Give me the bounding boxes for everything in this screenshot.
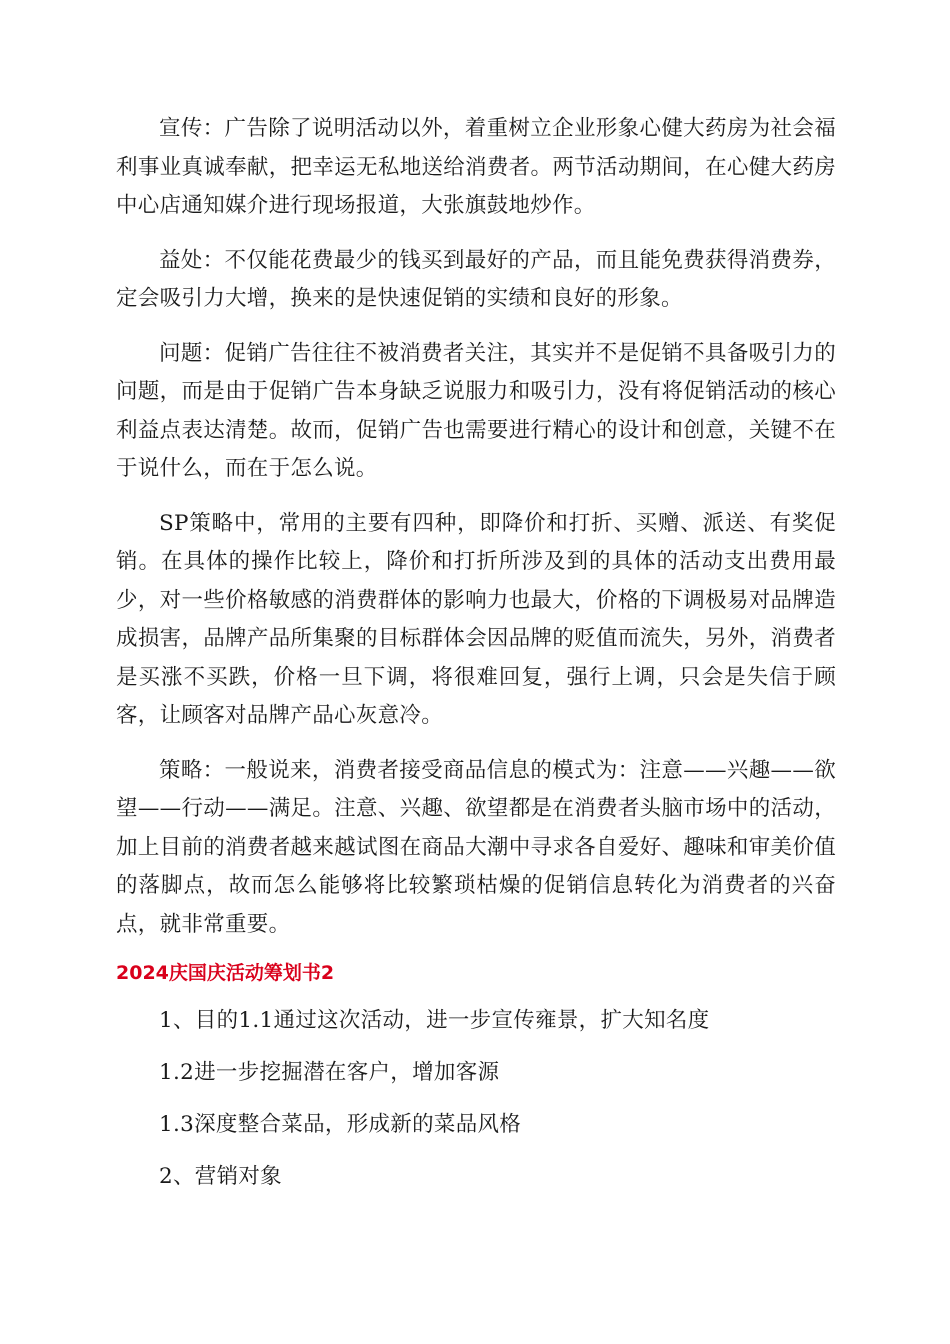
paragraph-strategy: 策略：一般说来，消费者接受商品信息的模式为：注意——兴趣——欲望——行动——满足。注意、兴趣、欲望都是在消费者头脑市场中的活动，加上目前的消费者越来越试图在商品大潮中寻求各自爱好、趣味和审美价值的落脚点，故而怎么能够将比较繁琐枯燥的促销信息转化为消费者的兴奋点，就非常重要。 — [116, 757, 836, 937]
list-item: 1.3深度整合菜品，形成新的菜品风格 — [159, 1112, 522, 1137]
section-heading: 2024庆国庆活动筹划书2 — [116, 962, 335, 984]
paragraph-sp-strategy: SP策略中，常用的主要有四种，即降价和打折、买赠、派送、有奖促销。在具体的操作比较上，降价和打折所涉及到的具体的活动支出费用最少，对一些价格敏感的消费群体的影响力也最大，价格的下调极易对品牌造成损害，品牌产品所集聚的目标群体会因品牌的贬值而流失，另外，消费者是买涨不买跌，价格一旦下调，将很难回复，强行上调，只会是失信于顾客，让顾客对品牌产品心灰意冷。 — [116, 510, 836, 728]
paragraph-publicity: 宣传：广告除了说明活动以外，着重树立企业形象心健大药房为社会福利事业真诚奉献，把幸运无私地送给消费者。两节活动期间，在心健大药房中心店通知媒介进行现场报道，大张旗鼓地炒作。 — [116, 116, 836, 218]
document-page — [116, 110, 836, 1212]
list-item: 1、目的1.1通过这次活动，进一步宣传雍景，扩大知名度 — [159, 1008, 710, 1033]
list-item: 2、营销对象 — [159, 1164, 282, 1189]
list-item: 1.2进一步挖掘潜在客户，增加客源 — [159, 1060, 500, 1085]
paragraph-benefits: 益处：不仅能花费最少的钱买到最好的产品，而且能免费获得消费券，定会吸引力大增，换来的是快速促销的实绩和良好的形象。 — [116, 247, 836, 311]
paragraph-problem: 问题：促销广告往往不被消费者关注，其实并不是促销不具备吸引力的问题，而是由于促销广告本身缺乏说服力和吸引力，没有将促销活动的核心利益点表达清楚。故而，促销广告也需要进行精心的设计和创意，关键不在于说什么，而在于怎么说。 — [116, 340, 836, 481]
